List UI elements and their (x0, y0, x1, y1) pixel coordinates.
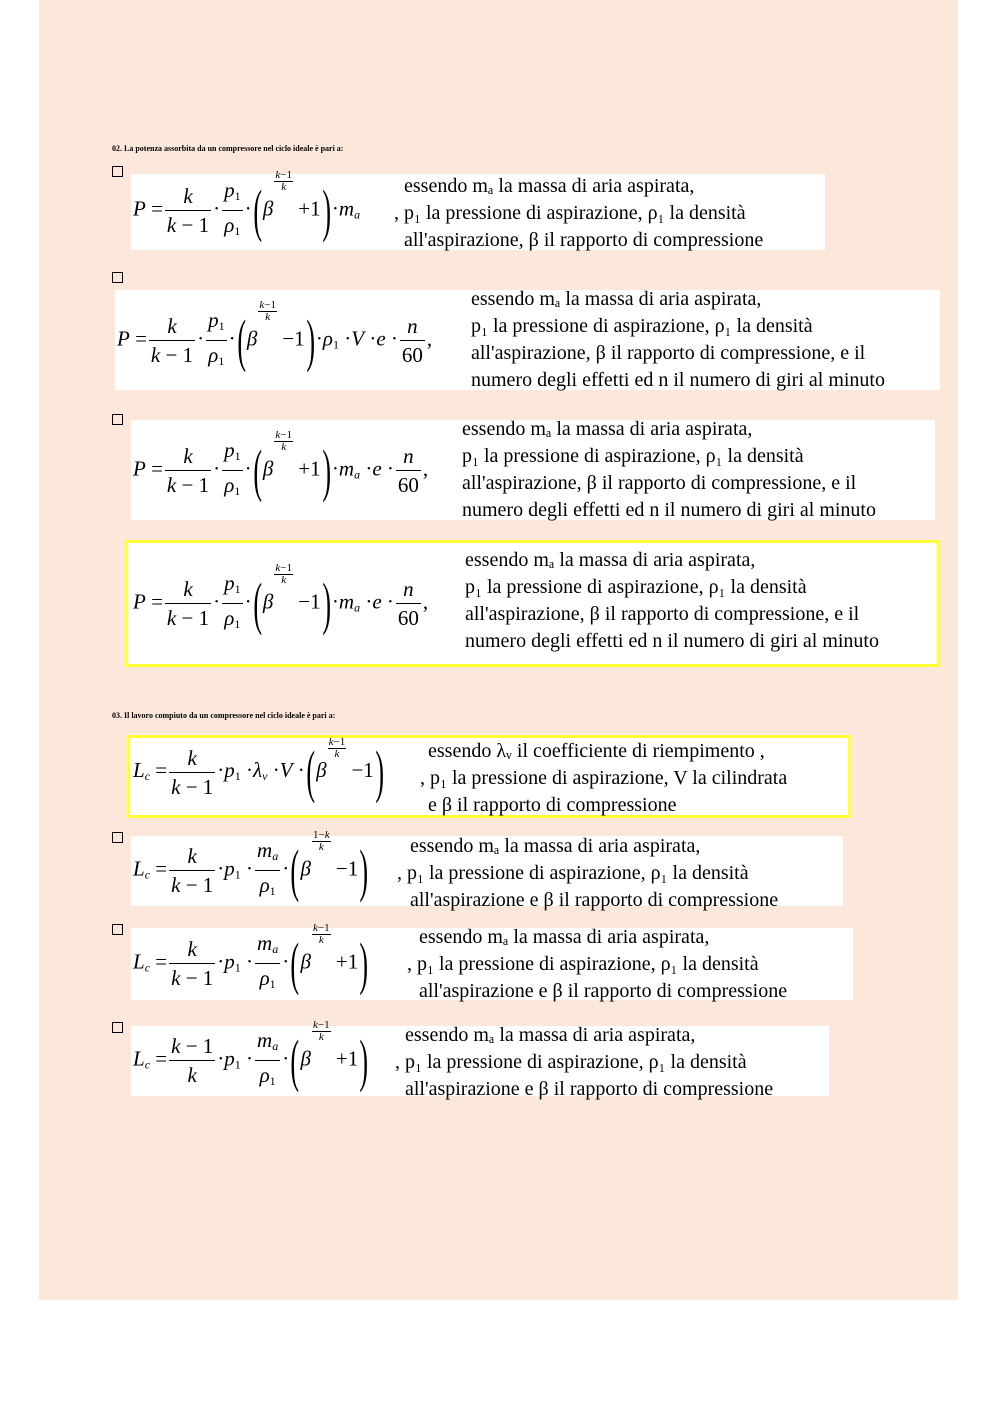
q02-option-3[interactable] (131, 420, 935, 520)
q02-option-4-selected[interactable] (125, 540, 940, 667)
q03-opt4-desc-1: essendo mₐ la massa di aria aspirata, (405, 1024, 696, 1046)
q02-opt4-desc-4: numero degli effetti ed n il numero di giri al minuto (465, 630, 879, 652)
q03-option-4[interactable] (131, 1019, 829, 1100)
q03-option-3[interactable] (131, 922, 853, 1002)
q02-opt3-formula: P = $\frac{k}{k - 1}$ · $\frac{p_1}{\rho_1}$ ·(β $\frac{k-1}{k}$ $+1)\cdot m_a \cdot e$ · $\frac{n}{60}$ , (133, 429, 429, 503)
q02-opt3-desc-2: p₁ la pressione di aspirazione, ρ₁ la densità (462, 445, 804, 467)
q03-opt2-desc-3: all'aspirazione e β il rapporto di compressione (410, 889, 779, 911)
q02-opt1-desc-3: all'aspirazione, β il rapporto di compressione (404, 229, 764, 251)
checkbox-q02-opt3[interactable] (112, 414, 123, 425)
q02-opt3-desc-1: essendo mₐ la massa di aria aspirata, (462, 418, 753, 440)
q02-opt3-desc-3: all'aspirazione, β il rapporto di compressione, e il (462, 472, 857, 494)
q02-opt1-formula: P = $\frac{k}{k - 1}$ · $\frac{p_1}{\rho_1}$ ·(β $\frac{k-1}{k}$ $+1)\cdot m_a$ (133, 169, 361, 243)
q02-opt2-desc-2: p₁ la pressione di aspirazione, ρ₁ la densità (471, 315, 813, 337)
q03-opt3-formula: $L_c$ = $\frac{k}{k - 1}$ $\cdot p_1$ · $\frac{m_a}{\rho_1}$ ·(β $\frac{k-1}{k}$ +1) (133, 922, 369, 996)
q03-opt1-desc-3: e β il rapporto di compressione (428, 794, 677, 816)
q03-opt3-desc-1: essendo mₐ la massa di aria aspirata, (419, 926, 710, 948)
q03-opt1-desc-1: essendo λᵥ il coefficiente di riempimento , (428, 740, 765, 762)
q02-opt2-desc-4: numero degli effetti ed n il numero di giri al minuto (471, 369, 885, 391)
q02-option-2[interactable] (115, 290, 940, 390)
checkbox-q03-opt4[interactable] (112, 1022, 123, 1033)
q02-opt2-desc-3: all'aspirazione, β il rapporto di compressione, e il (471, 342, 866, 364)
q03-opt2-desc-2: , p₁ la pressione di aspirazione, ρ₁ la densità (397, 862, 749, 884)
q02-opt2-desc-1: essendo mₐ la massa di aria aspirata, (471, 288, 762, 310)
q03-opt4-desc-3: all'aspirazione e β il rapporto di compressione (405, 1078, 774, 1100)
checkbox-q03-opt3[interactable] (112, 924, 123, 935)
q02-opt4-formula: P = $\frac{k}{k - 1}$ · $\frac{p_1}{\rho_1}$ ·(β $\frac{k-1}{k}$ $-1)\cdot m_a \cdot e$ · $\frac{n}{60}$ , (133, 562, 429, 636)
question-02-title: 02. La potenza assorbita da un compressore nel ciclo ideale è pari a: (112, 144, 344, 153)
q03-opt2-formula: $L_c$ = $\frac{k}{k - 1}$ $\cdot p_1$ · $\frac{m_a}{\rho_1}$ ·(β $\frac{1-k}{k}$ −1) (133, 829, 369, 903)
q02-opt4-desc-3: all'aspirazione, β il rapporto di compressione, e il (465, 603, 860, 625)
q02-option-1[interactable] (131, 169, 825, 251)
q03-option-2[interactable] (131, 829, 843, 911)
q03-opt2-desc-1: essendo mₐ la massa di aria aspirata, (410, 835, 701, 857)
q03-opt1-desc-2: , p₁ la pressione di aspirazione, V la cilindrata (420, 767, 788, 789)
q03-opt3-desc-3: all'aspirazione e β il rapporto di compressione (419, 980, 788, 1002)
q02-opt3-desc-4: numero degli effetti ed n il numero di giri al minuto (462, 499, 876, 521)
q03-opt4-formula: $L_c$ = $\frac{k - 1}{k}$ $\cdot p_1$ · $\frac{m_a}{\rho_1}$ ·(β $\frac{k-1}{k}$ +1) (133, 1019, 369, 1093)
q02-opt1-desc-1: essendo mₐ la massa di aria aspirata, (404, 175, 695, 197)
q03-option-1-selected[interactable] (127, 735, 851, 818)
q03-opt1-formula: $L_c$ = $\frac{k}{k - 1}$ $\cdot p_1 \cdot\lambda_v \cdot V \cdot(\beta$ $\frac{k-1}{k}$ −1) (133, 736, 384, 804)
checkbox-q02-opt1[interactable] (112, 166, 123, 177)
q02-opt4-desc-1: essendo mₐ la massa di aria aspirata, (465, 549, 756, 571)
question-03-title: 03. Il lavoro compiuto da un compressore nel ciclo ideale è pari a: (112, 711, 336, 720)
q02-opt2-formula: P = $\frac{k}{k - 1}$ · $\frac{p_1}{\rho_1}$ ·(β $\frac{k-1}{k}$ $-1)\cdot\rho_1 \cdot V \cdot e$ · $\frac{n}{60}$ , (117, 299, 433, 373)
q02-opt4-desc-2: p₁ la pressione di aspirazione, ρ₁ la densità (465, 576, 807, 598)
q03-opt4-desc-2: , p₁ la pressione di aspirazione, ρ₁ la densità (395, 1051, 747, 1073)
q02-opt1-desc-2: , p₁ la pressione di aspirazione, ρ₁ la densità (394, 202, 746, 224)
checkbox-q03-opt2[interactable] (112, 832, 123, 843)
q03-opt3-desc-2: , p₁ la pressione di aspirazione, ρ₁ la densità (407, 953, 759, 975)
checkbox-q02-opt2[interactable] (112, 272, 123, 283)
